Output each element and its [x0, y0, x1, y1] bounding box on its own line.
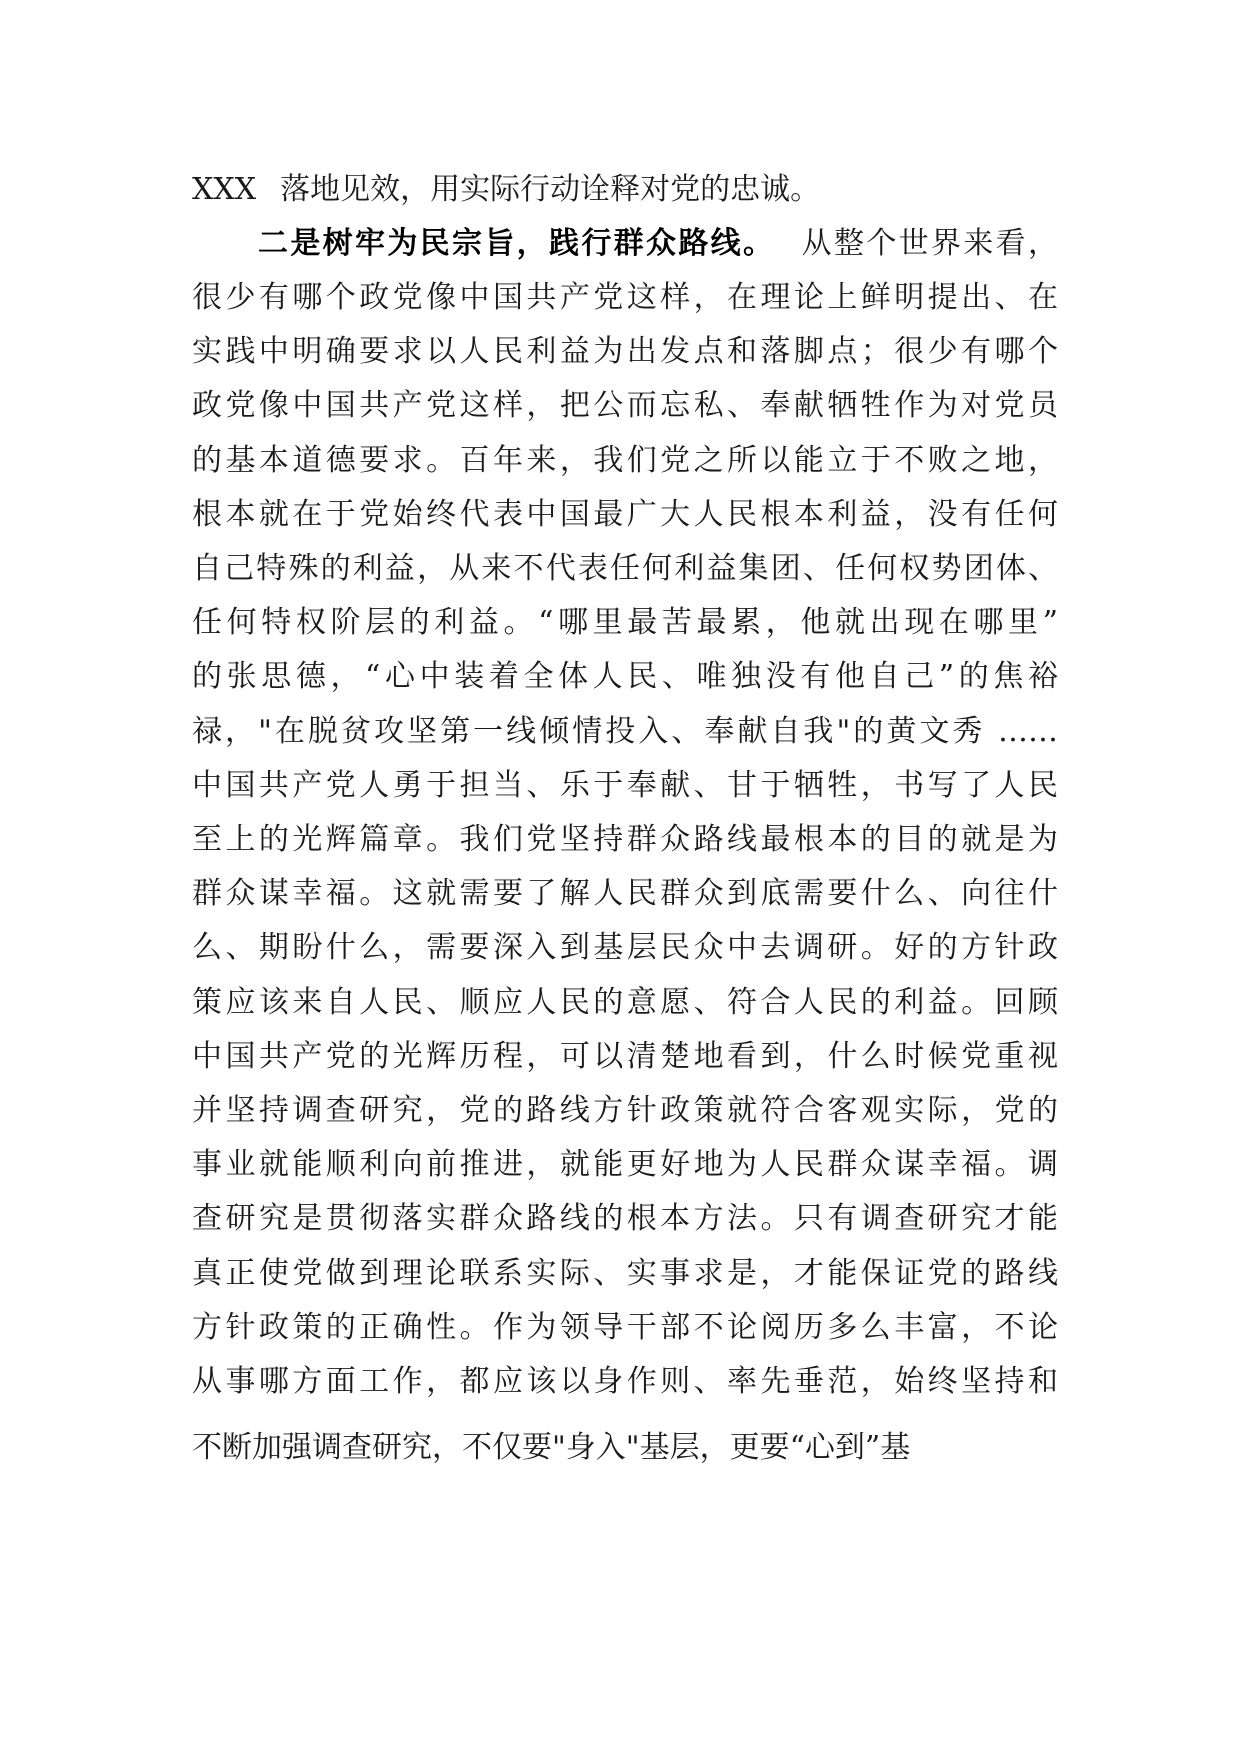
paragraph-line: 真正使党做到理论联系实际、实事求是，才能保证党的路线: [192, 1256, 1058, 1291]
paragraph-line: 方针政策的正确性。作为领导干部不论阅历多么丰富，不论: [192, 1310, 1058, 1345]
paragraph-line: 很少有哪个政党像中国共产党这样，在理论上鲜明提出、在: [192, 280, 1058, 315]
paragraph-first-line: [258, 224, 1058, 264]
paragraph-line: 么、期盼什么，需要深入到基层民众中去调研。好的方针政: [192, 930, 1058, 965]
paragraph-line: 中国共产党的光辉历程，可以清楚地看到，什么时候党重视: [192, 1039, 1058, 1074]
paragraph-line: 不断加强调查研究，不仅要"身入"基层，更要“心到”基: [192, 1430, 911, 1465]
paragraph-line: 禄，"在脱贫攻坚第一线倾情投入、奉献自我"的黄文秀 ……: [192, 714, 1058, 749]
paragraph-line: 至上的光辉篇章。我们党坚持群众路线最根本的目的就是为: [192, 822, 1058, 857]
paragraph-line: 事业就能顺利向前推进，就能更好地为人民群众谋幸福。调: [192, 1147, 1058, 1182]
paragraph-line: 实践中明确要求以人民利益为出发点和落脚点；很少有哪个: [192, 334, 1058, 369]
paragraph-line: 根本就在于党始终代表中国最广大人民根本利益，没有任何: [192, 497, 1058, 532]
paragraph-line: 策应该来自人民、顺应人民的意愿、符合人民的利益。回顾: [192, 985, 1058, 1020]
paragraph-line: 的基本道德要求。百年来，我们党之所以能立于不败之地，: [192, 443, 1058, 478]
paragraph-line: 并坚持调查研究，党的路线方针政策就符合客观实际，党的: [192, 1093, 1058, 1128]
paragraph-lead-heading: 二是树牢为民宗旨，践行群众路线。: [258, 226, 776, 261]
carry-over-text: 落地见效，用实际行动诠释对党的忠诚。: [280, 172, 821, 207]
paragraph-line: 自己特殊的利益，从来不代表任何利益集团、任何权势团体、: [192, 551, 1058, 586]
paragraph-line: 的张思德，“心中装着全体人民、唯独没有他自己”的焦裕: [192, 659, 1058, 694]
paragraph-line: 从事哪方面工作，都应该以身作则、率先垂范，始终坚持和: [192, 1364, 1058, 1399]
placeholder-prefix: XXX: [192, 172, 257, 207]
paragraph-line: 查研究是贯彻落实群众路线的根本方法。只有调查研究才能: [192, 1201, 1058, 1236]
paragraph-line: 任何特权阶层的利益。“哪里最苦最累，他就出现在哪里”: [192, 605, 1058, 640]
paragraph-first-line-text: 从整个世界来看，: [799, 226, 1058, 261]
paragraph-line: 政党像中国共产党这样，把公而忘私、奉献牺牲作为对党员: [192, 388, 1058, 423]
paragraph-line: 群众谋幸福。这就需要了解人民群众到底需要什么、向往什: [192, 876, 1058, 911]
carry-over-line: [192, 170, 1058, 210]
paragraph-line: 中国共产党人勇于担当、乐于奉献、甘于牺牲，书写了人民: [192, 768, 1058, 803]
